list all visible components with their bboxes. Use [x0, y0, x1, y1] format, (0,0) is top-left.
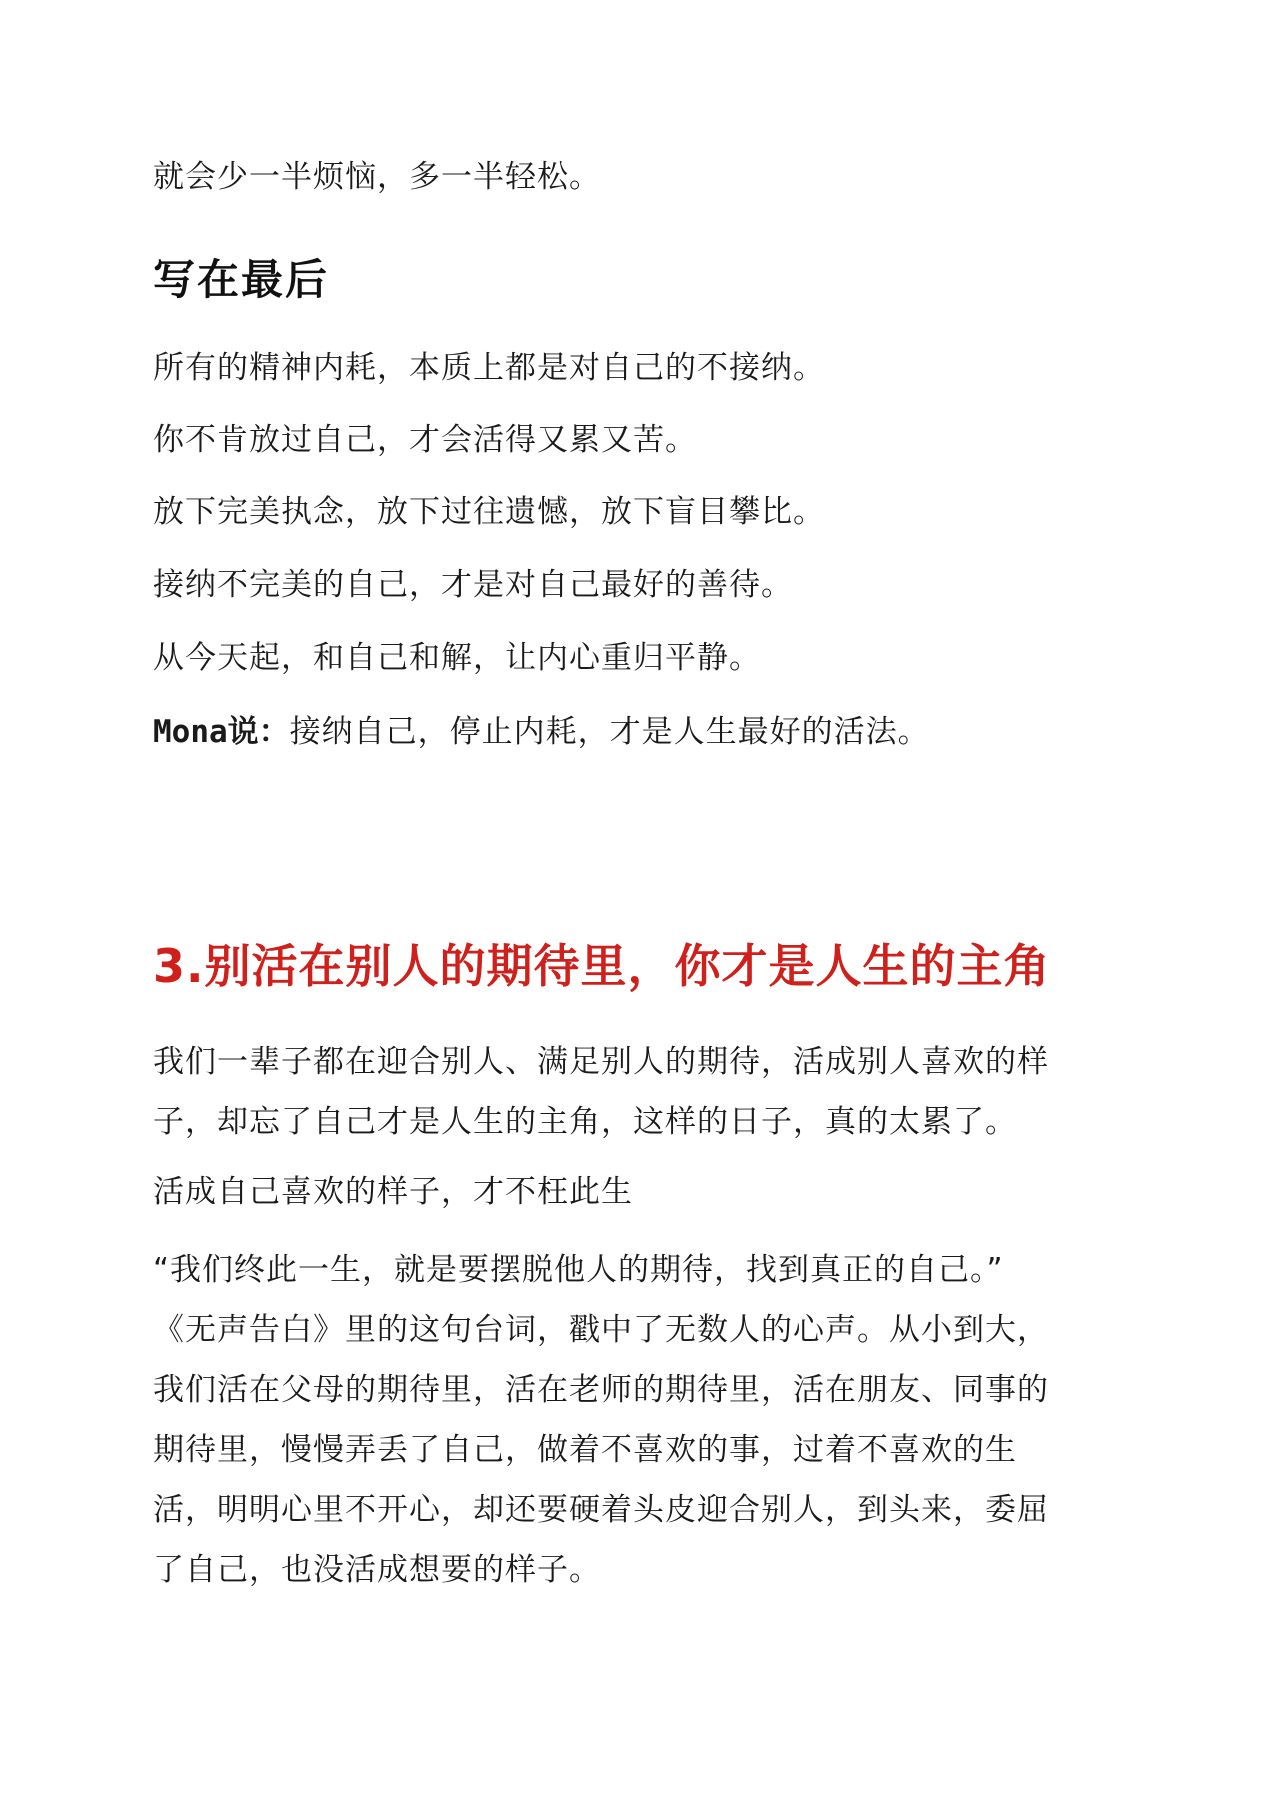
final-line-3: 放下完美执念，放下过往遗憾，放下盲目攀比。 [153, 494, 825, 530]
final-line-5: 从今天起，和自己和解，让内心重归平静。 [153, 640, 761, 676]
mona-label: Mona说： [153, 714, 290, 750]
intro-line: 就会少一半烦恼，多一半轻松。 [153, 159, 601, 195]
final-line-4: 接纳不完美的自己，才是对自己最好的善待。 [153, 567, 793, 603]
mona-quote [153, 712, 930, 752]
final-line-2: 你不肯放过自己，才会活得又累又苦。 [153, 422, 697, 458]
mona-text: 接纳自己，停止内耗，才是人生最好的活法。 [289, 714, 930, 750]
section-3-subheading: 活成自己喜欢的样子，才不枉此生 [153, 1174, 633, 1210]
section-3-body-line-4: 期待里，慢慢弄丢了自己，做着不喜欢的事，过着不喜欢的生 [153, 1432, 1017, 1468]
section-3-intro-line-1: 我们一辈子都在迎合别人、满足别人的期待，活成别人喜欢的样 [153, 1044, 1049, 1080]
section-3-body-line-3: 我们活在父母的期待里，活在老师的期待里，活在朋友、同事的 [153, 1372, 1049, 1408]
final-line-1: 所有的精神内耗，本质上都是对自己的不接纳。 [153, 350, 825, 386]
section-3-body-line-6: 了自己，也没活成想要的样子。 [153, 1552, 601, 1588]
section-3-body-line-5: 活，明明心里不开心，却还要硬着头皮迎合别人，到头来，委屈 [153, 1492, 1049, 1528]
section-3-intro-line-2: 子，却忘了自己才是人生的主角，这样的日子，真的太累了。 [153, 1104, 1017, 1140]
section-3-body-line-1: “我们终此一生，就是要摆脱他人的期待，找到真正的自己。” [153, 1252, 1004, 1288]
section-3-heading: 3.别活在别人的期待里，你才是人生的主角 [153, 939, 1051, 993]
section-heading-final: 写在最后 [153, 255, 330, 304]
section-3-body-line-2: 《无声告白》里的这句台词，戳中了无数人的心声。从小到大， [153, 1312, 1049, 1348]
